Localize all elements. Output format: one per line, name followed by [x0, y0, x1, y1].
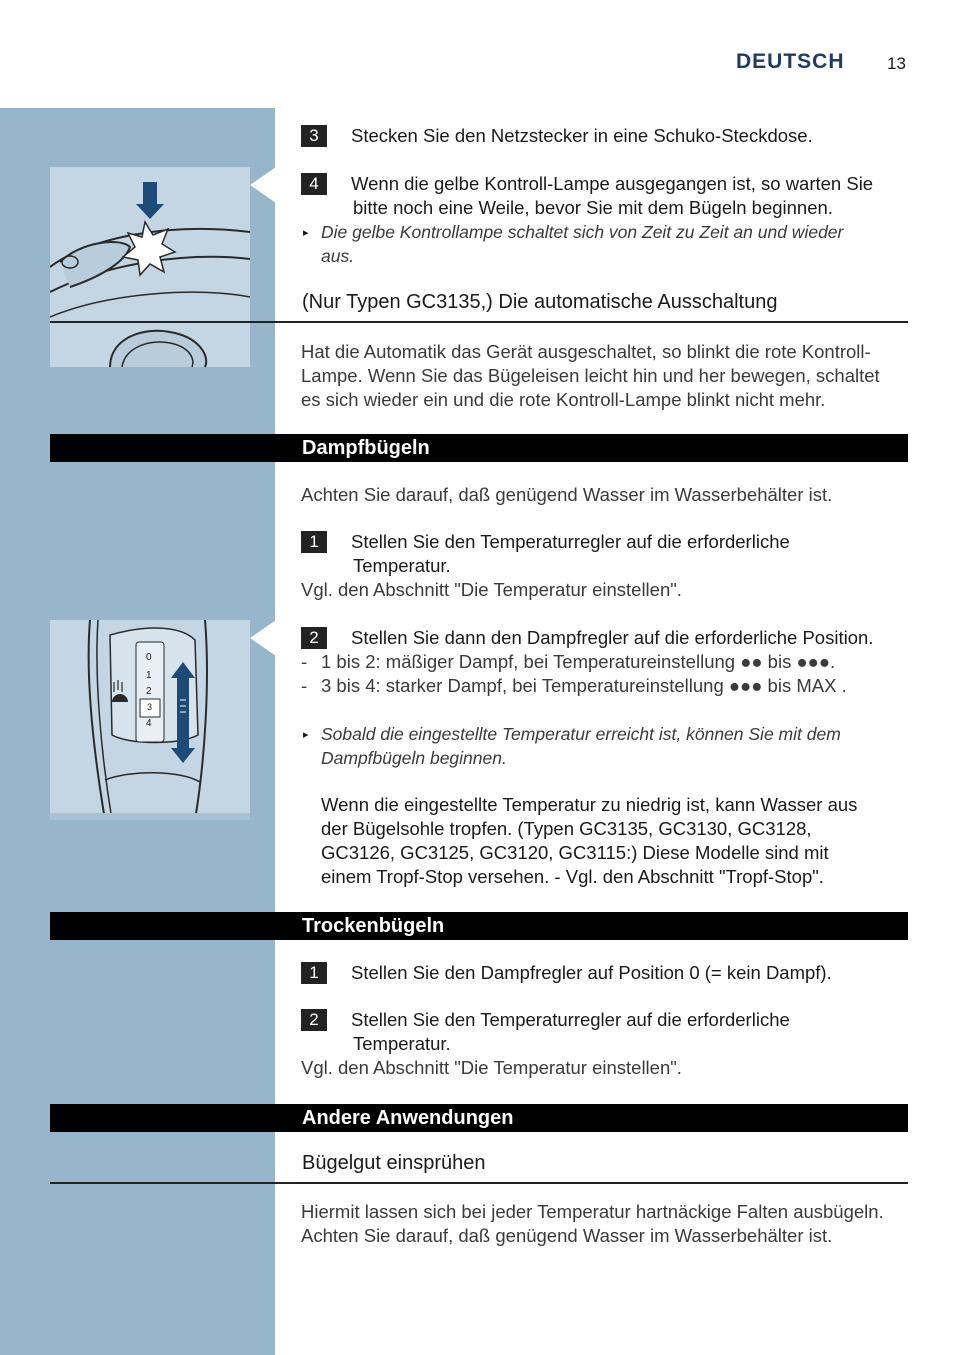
step-text: Stellen Sie den Dampfregler auf Position 0 (= kein Dampf). — [351, 962, 832, 983]
pointer-notch-1 — [250, 165, 276, 205]
paragraph-line: Achten Sie darauf, daß genügend Wasser im Wasserbehälter ist. — [301, 1225, 833, 1246]
subsection-title: (Nur Typen GC3135,) Die automatische Ausschaltung — [302, 291, 778, 313]
pointer-notch-2 — [250, 618, 276, 658]
step-text: Temperatur. — [353, 555, 451, 576]
step-text: Temperatur. — [353, 1033, 451, 1054]
note-bullet-icon: ▸ — [303, 227, 309, 239]
step-number: 2 — [301, 1009, 327, 1031]
dash-bullet: - — [301, 675, 308, 696]
language-label: DEUTSCH — [736, 50, 845, 73]
step-number: 4 — [301, 173, 327, 195]
note-bullet-icon: ▸ — [303, 729, 309, 741]
step-number: 3 — [301, 125, 327, 147]
page-number: 13 — [887, 54, 906, 73]
dial-label-0: 0 — [146, 652, 152, 663]
paragraph-line: Hat die Automatik das Gerät ausgeschaltet, so blinkt die rote Kontroll- — [301, 341, 871, 362]
reference-text: Vgl. den Abschnitt "Die Temperatur einstellen". — [301, 579, 682, 600]
section-bar — [50, 434, 908, 462]
paragraph-line: Lampe. Wenn Sie das Bügeleisen leicht hin und her bewegen, schaltet — [301, 365, 880, 386]
step-number: 1 — [301, 531, 327, 553]
step-number: 2 — [301, 627, 327, 649]
divider — [50, 321, 908, 323]
note-text: aus. — [321, 246, 355, 266]
section-bar — [50, 912, 908, 940]
reference-text: Vgl. den Abschnitt "Die Temperatur einstellen". — [301, 1057, 682, 1078]
note-text: Sobald die eingestellte Temperatur erreicht ist, können Sie mit dem — [321, 724, 841, 744]
iron-lamp-illustration — [50, 167, 250, 367]
paragraph-line: Hiermit lassen sich bei jeder Temperatur hartnäckige Falten ausbügeln. — [301, 1201, 884, 1222]
step-number: 1 — [301, 962, 327, 984]
section-title: Trockenbügeln — [302, 915, 445, 937]
step-text: bitte noch eine Weile, bevor Sie mit dem Bügeln beginnen. — [353, 197, 833, 218]
bullet-text: 1 bis 2: mäßiger Dampf, bei Temperatureinstellung ●● bis ●●●. — [321, 651, 836, 672]
step-text: Stellen Sie dann den Dampfregler auf die erforderliche Position. — [351, 627, 874, 648]
bullet-text: 3 bis 4: starker Dampf, bei Temperatureinstellung ●●● bis MAX . — [321, 675, 847, 696]
dash-bullet: - — [301, 651, 308, 672]
subsection-title: Bügelgut einsprühen — [302, 1152, 486, 1174]
iron-top-drawing — [50, 167, 250, 367]
step-text: Wenn die gelbe Kontroll-Lampe ausgegangen ist, so warten Sie — [351, 173, 874, 194]
section-title: Dampfbügeln — [302, 437, 430, 459]
steam-dial-illustration — [50, 620, 250, 820]
paragraph-line: Achten Sie darauf, daß genügend Wasser im Wasserbehälter ist. — [301, 484, 833, 505]
note-text: Die gelbe Kontrollampe schaltet sich von Zeit zu Zeit an und wieder — [321, 222, 844, 242]
paragraph-line: GC3126, GC3125, GC3120, GC3115:) Diese Modelle sind mit — [321, 842, 829, 863]
dial-label-1: 1 — [146, 670, 152, 681]
step-text: Stellen Sie den Temperaturregler auf die erforderliche — [351, 1009, 790, 1030]
dial-label-3: 3 — [147, 702, 153, 712]
section-title: Andere Anwendungen — [302, 1107, 514, 1129]
divider — [50, 1182, 908, 1184]
dial-label-2: 2 — [146, 686, 152, 697]
paragraph-line: Wenn die eingestellte Temperatur zu niedrig ist, kann Wasser aus — [321, 794, 858, 815]
step-text: Stecken Sie den Netzstecker in eine Schuko-Steckdose. — [351, 125, 813, 146]
dial-label-4: 4 — [146, 718, 152, 729]
paragraph-line: der Bügelsohle tropfen. (Typen GC3135, GC3130, GC3128, — [321, 818, 812, 839]
paragraph-line: es sich wieder ein und die rote Kontroll-Lampe blinkt nicht mehr. — [301, 389, 826, 410]
note-text: Dampfbügeln beginnen. — [321, 748, 507, 768]
paragraph-line: einem Tropf-Stop versehen. - Vgl. den Abschnitt "Tropf-Stop". — [321, 866, 824, 887]
step-text: Stellen Sie den Temperaturregler auf die erforderliche — [351, 531, 790, 552]
